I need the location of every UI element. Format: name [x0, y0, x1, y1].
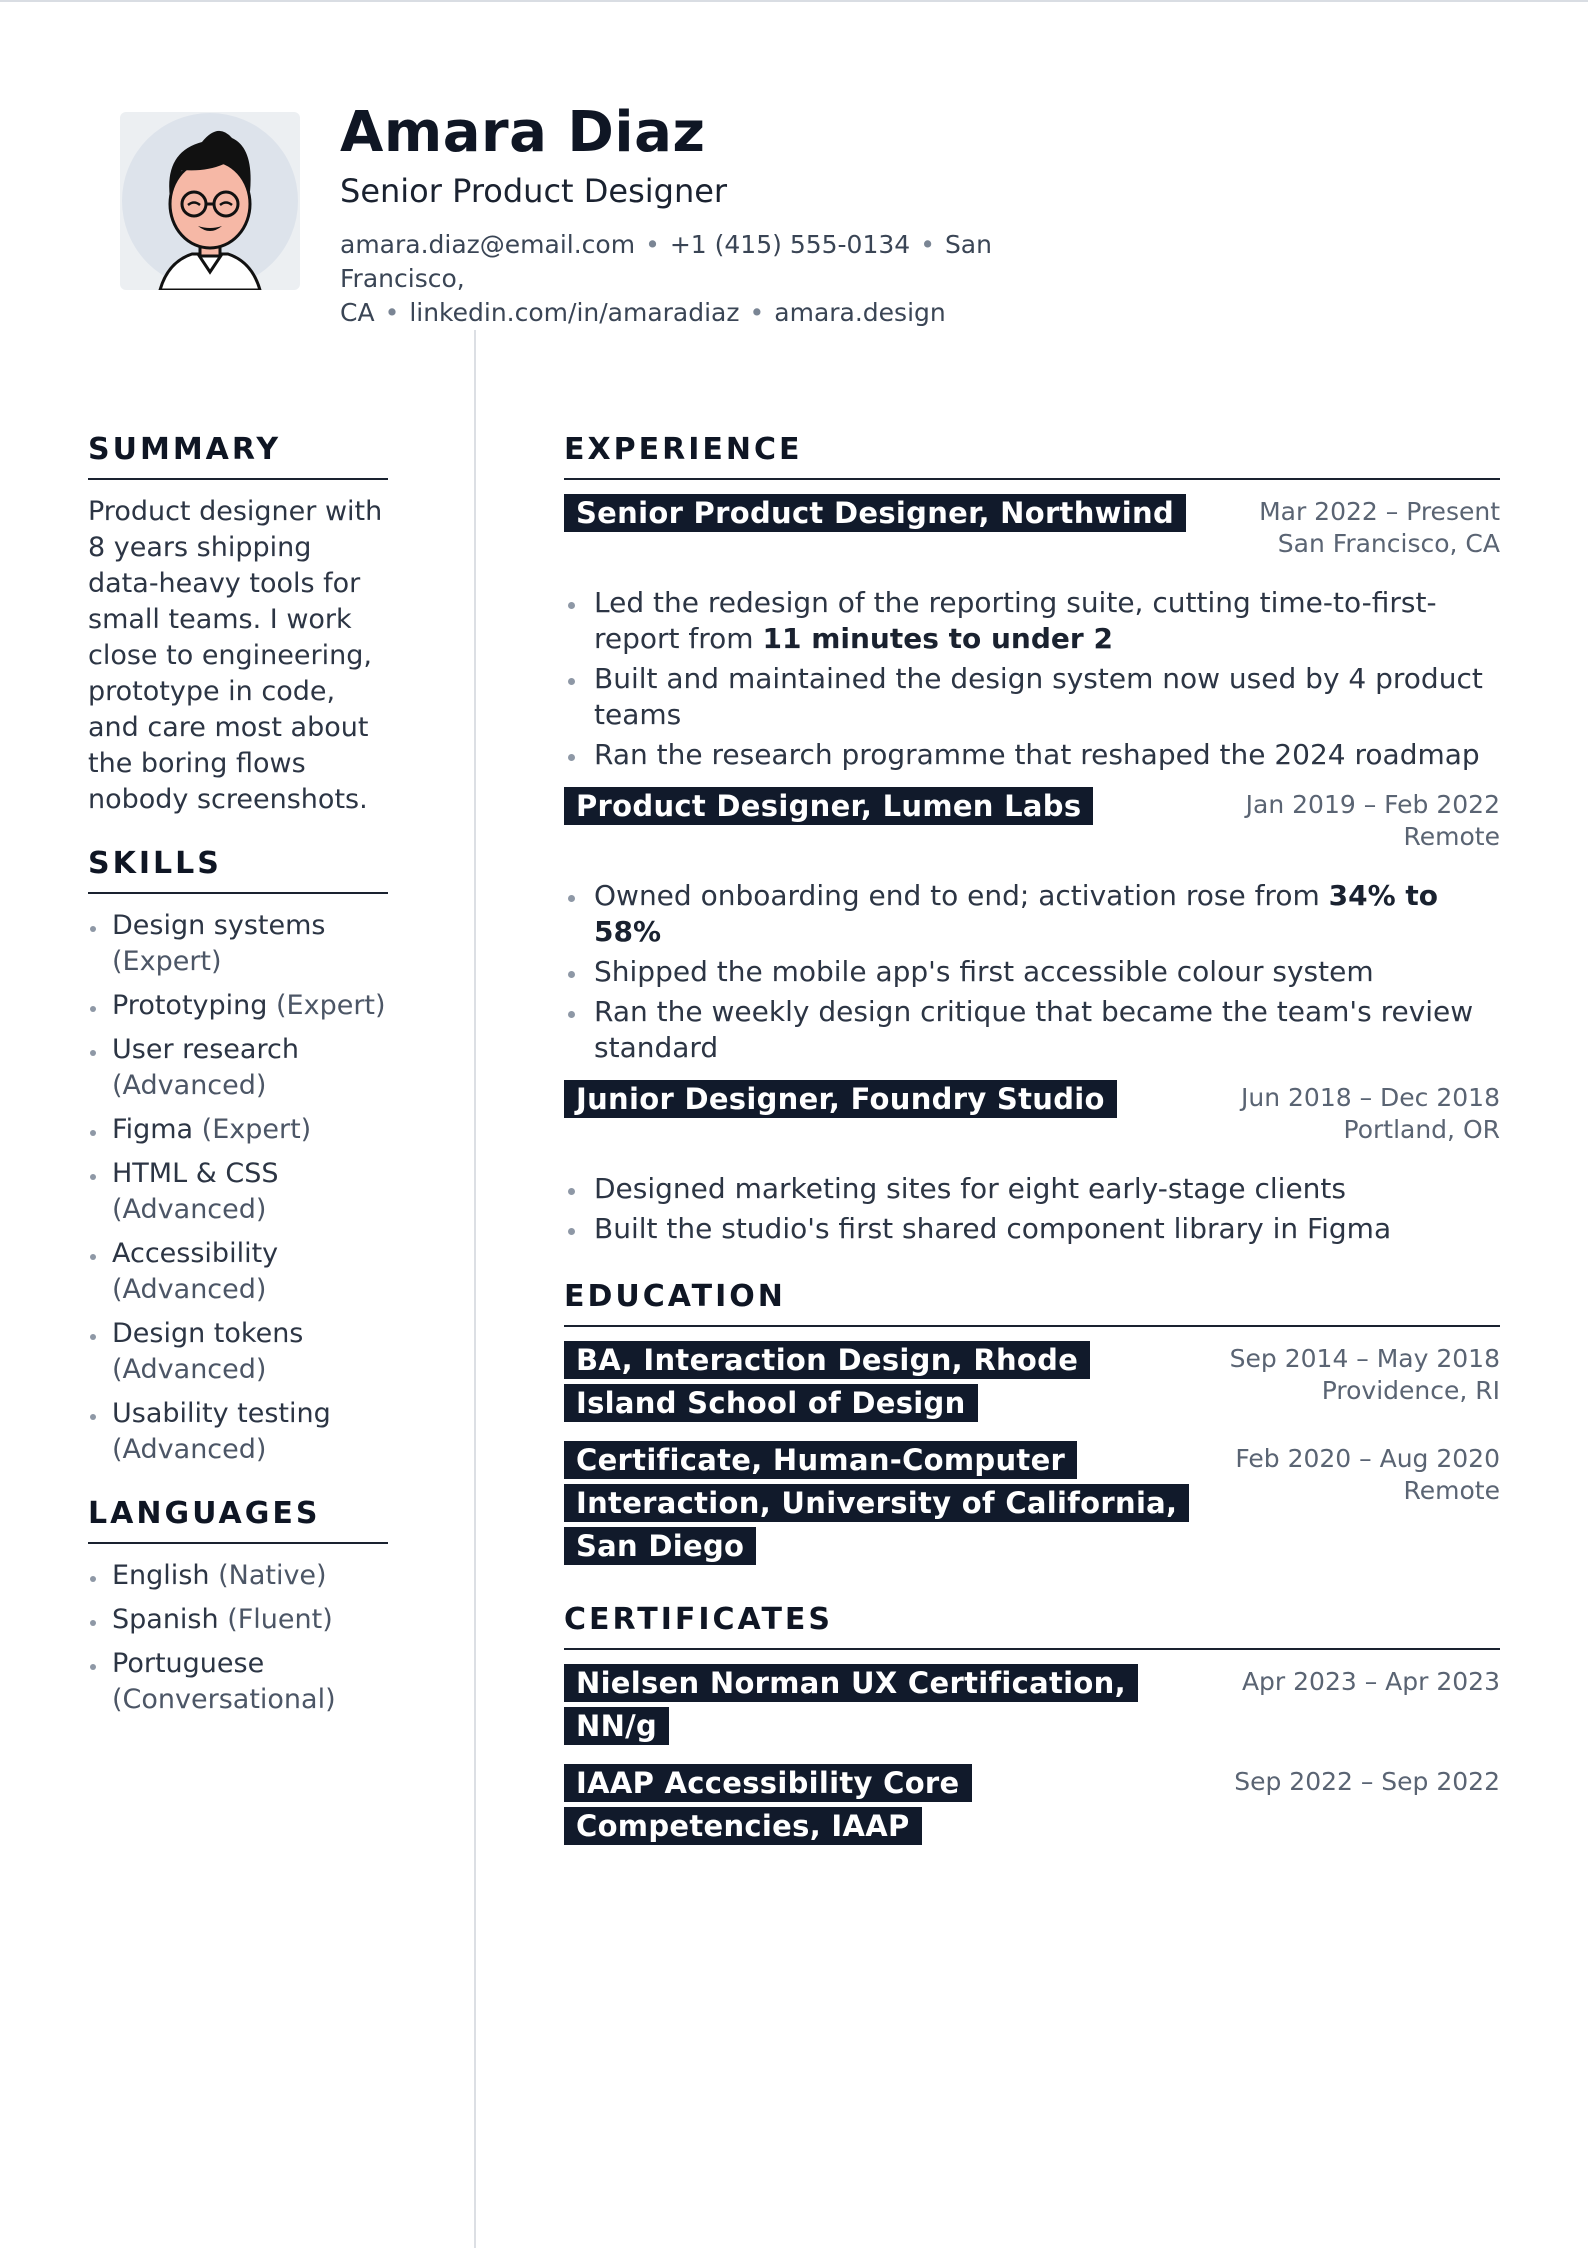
bullet-highlight: 11 minutes to under 2 — [762, 622, 1113, 655]
bullet-item — [564, 1171, 1500, 1207]
language-item — [88, 1558, 388, 1594]
skill-level: (Expert) — [276, 990, 386, 1021]
contact-linkedin[interactable]: linkedin.com/in/amaradiaz — [409, 298, 740, 327]
bullet-highlight: 34% to 58% — [594, 879, 1439, 948]
skill-name: User research — [112, 1034, 299, 1065]
column-divider — [474, 330, 476, 2248]
skill-item — [88, 1112, 388, 1148]
skill-item — [88, 1032, 388, 1104]
section-title: LANGUAGES — [88, 1494, 388, 1544]
skill-level: (Advanced) — [112, 1274, 267, 1305]
entry-meta — [1246, 789, 1500, 853]
bullet-text: Built the studio's first shared component library in Figma — [594, 1212, 1392, 1245]
bullet-item — [564, 994, 1500, 1066]
entry-location: Portland, OR — [1343, 1115, 1500, 1144]
skill-name: Prototyping — [112, 990, 268, 1021]
candidate-headline: Senior Product Designer — [340, 172, 728, 210]
separator-dot: • — [920, 230, 935, 259]
experience-entry — [564, 787, 1500, 1066]
entry-meta — [1234, 1766, 1500, 1798]
entry-meta — [1259, 496, 1500, 560]
section-title: SKILLS — [88, 844, 388, 894]
entry-bullets — [564, 878, 1500, 1066]
entry-location: Remote — [1403, 1476, 1500, 1505]
bullet-text: Designed marketing sites for eight early-stage clients — [594, 1172, 1346, 1205]
skill-name: Design tokens — [112, 1318, 304, 1349]
entry-title: Product Designer, Lumen Labs — [564, 787, 1093, 825]
skill-name: Usability testing — [112, 1398, 331, 1429]
entry-location: Remote — [1403, 822, 1500, 851]
skill-name: Accessibility — [112, 1238, 279, 1269]
contact-email[interactable]: amara.diaz@email.com — [340, 230, 636, 259]
contact-website[interactable]: amara.design — [774, 298, 946, 327]
summary-section — [88, 430, 388, 818]
languages-section — [88, 1494, 388, 1718]
education-entry — [564, 1341, 1500, 1427]
separator-dot: • — [749, 298, 765, 327]
section-title: EXPERIENCE — [564, 430, 1500, 480]
language-level: (Conversational) — [112, 1684, 336, 1715]
entry-bullets — [564, 585, 1500, 773]
bullet-item — [564, 737, 1500, 773]
entry-title: BA, Interaction Design, Rhode Island School of Design — [564, 1341, 1090, 1422]
experience-section — [564, 430, 1500, 1247]
skill-item — [88, 988, 388, 1024]
skill-name: Design systems — [112, 910, 326, 941]
entry-title: Nielsen Norman UX Certification, NN/g — [564, 1664, 1138, 1745]
skill-item — [88, 1156, 388, 1228]
entry-title: Certificate, Human-Computer Interaction, University of California, San Diego — [564, 1441, 1189, 1565]
entry-location: San Francisco, CA — [1277, 529, 1500, 558]
entry-dates: Sep 2022 – Sep 2022 — [1234, 1767, 1500, 1796]
bullet-item — [564, 954, 1500, 990]
bullet-item — [564, 585, 1500, 657]
entry-title: IAAP Accessibility Core Competencies, IAAP — [564, 1764, 972, 1845]
contact-info — [340, 228, 1120, 330]
skill-level: (Advanced) — [112, 1070, 267, 1101]
experience-entry — [564, 494, 1500, 773]
skill-item — [88, 908, 388, 980]
avatar-illustration — [120, 112, 300, 290]
skills-section — [88, 844, 388, 1468]
language-level: (Native) — [218, 1560, 327, 1591]
entry-meta — [1242, 1666, 1500, 1698]
skill-level: (Advanced) — [112, 1434, 267, 1465]
language-item — [88, 1646, 388, 1718]
entry-dates: Sep 2014 – May 2018 — [1229, 1344, 1500, 1373]
skill-item — [88, 1316, 388, 1388]
separator-dot: • — [384, 298, 400, 327]
skills-list — [88, 908, 388, 1468]
certificate-entry — [564, 1764, 1500, 1850]
contact-location-line1: San Francisco, — [340, 230, 992, 293]
skill-level: (Expert) — [112, 946, 222, 977]
language-name: Portuguese — [112, 1648, 265, 1679]
entry-dates: Feb 2020 – Aug 2020 — [1235, 1444, 1500, 1473]
bullet-text: Owned onboarding end to end; activation rose from — [594, 879, 1329, 912]
certificates-section — [564, 1600, 1500, 1850]
entry-meta — [1230, 1343, 1500, 1407]
top-border — [0, 0, 1588, 2]
languages-list — [88, 1558, 388, 1718]
bullet-item — [564, 878, 1500, 950]
bullet-item — [564, 661, 1500, 733]
section-title: EDUCATION — [564, 1277, 1500, 1327]
left-column — [88, 430, 388, 1744]
skill-name: Figma — [112, 1114, 194, 1145]
bullet-text: Shipped the mobile app's first accessible colour system — [594, 955, 1374, 988]
skill-item — [88, 1396, 388, 1468]
education-entry — [564, 1441, 1500, 1570]
entry-title: Junior Designer, Foundry Studio — [564, 1080, 1117, 1118]
skill-level: (Advanced) — [112, 1354, 267, 1385]
right-column — [564, 430, 1500, 1880]
entry-title: Senior Product Designer, Northwind — [564, 494, 1186, 532]
language-name: Spanish — [112, 1604, 219, 1635]
entry-meta — [1241, 1082, 1500, 1146]
language-item — [88, 1602, 388, 1638]
skill-name: HTML & CSS — [112, 1158, 279, 1189]
entry-bullets — [564, 1171, 1500, 1247]
experience-entry — [564, 1080, 1500, 1247]
bullet-text: Ran the weekly design critique that became the team's review standard — [594, 995, 1474, 1064]
contact-phone[interactable]: +1 (415) 555-0134 — [669, 230, 911, 259]
entry-dates: Jun 2018 – Dec 2018 — [1241, 1083, 1500, 1112]
education-section — [564, 1277, 1500, 1570]
candidate-name: Amara Diaz — [340, 100, 706, 165]
entry-dates: Jan 2019 – Feb 2022 — [1245, 790, 1500, 819]
entry-meta — [1235, 1443, 1500, 1507]
bullet-item — [564, 1211, 1500, 1247]
entry-dates: Apr 2023 – Apr 2023 — [1241, 1667, 1500, 1696]
section-title: CERTIFICATES — [564, 1600, 1500, 1650]
section-title: SUMMARY — [88, 430, 388, 480]
skill-level: (Advanced) — [112, 1194, 267, 1225]
certificate-entry — [564, 1664, 1500, 1750]
bullet-text: Ran the research programme that reshaped the 2024 roadmap — [594, 738, 1480, 771]
skill-item — [88, 1236, 388, 1308]
summary-text: Product designer with 8 years shipping data-heavy tools for small teams. I work close to engineering, prototype in code, and care most about the boring flows nobody screenshots. — [88, 496, 383, 815]
skill-level: (Expert) — [201, 1114, 312, 1145]
entry-location: Providence, RI — [1321, 1376, 1500, 1405]
entry-dates: Mar 2022 – Present — [1259, 497, 1500, 526]
separator-dot: • — [645, 230, 660, 259]
language-name: English — [112, 1560, 210, 1591]
bullet-text: Built and maintained the design system now used by 4 product teams — [594, 662, 1483, 731]
avatar — [120, 112, 300, 290]
language-level: (Fluent) — [227, 1604, 333, 1635]
bullet-text: Led the redesign of the reporting suite, cutting time-to-first-report from — [594, 586, 1437, 655]
contact-location-line2: CA — [340, 298, 375, 327]
